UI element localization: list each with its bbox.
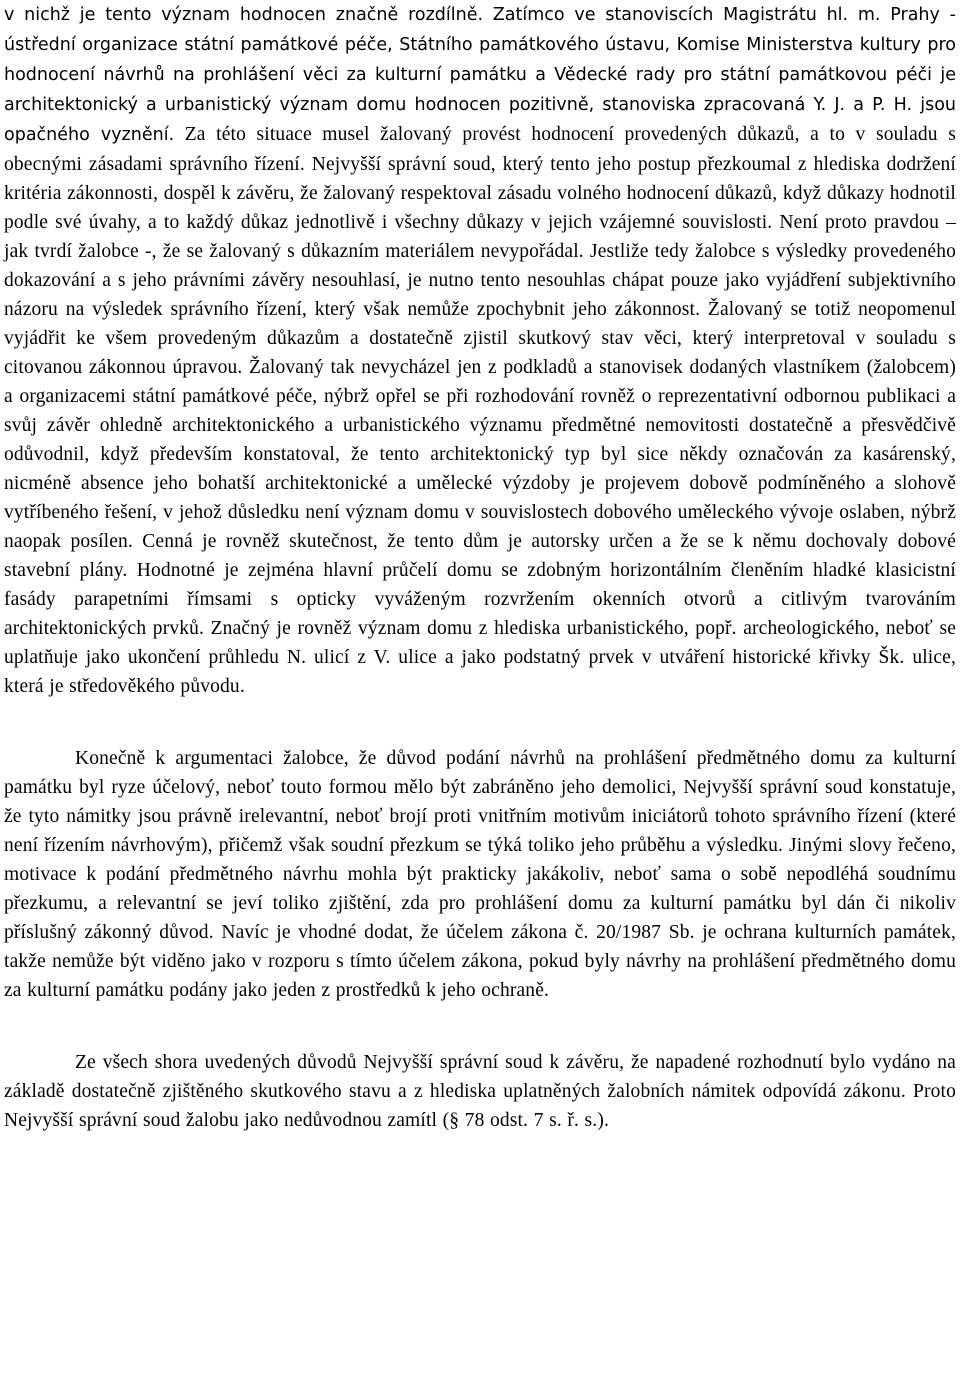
paragraph-conclusion [4,1048,956,1135]
paragraph-segment: Nejvyšší správní soud, který tento jeho postup přezkoumal z hlediska dodržení kritéria zákonnosti, dospěl k závěru, že žalovaný respektoval zásadu volného hodnocení důkazů, když důkazy hodnotil podle své úvahy, a to každý důkaz jednotlivě i všechny důkazy v jejich vzájemné souvislosti. Není proto pravdou – jak tvrdí žalobce -, že se žalovaný s důkazním materiálem nevypořádal. Jestliže tedy žalobce s výsledky provedeného dokazování a s jeho právními závěry nesouhlasí, je nutno tento nesouhlas chápat pouze jako vyjádření subjektivního názoru na výsledek správního řízení, který však nemůže zpochybnit jeho zákonnost. Žalovaný se totiž neopomenul vyjádřit ke všem provedeným důkazům a dostatečně zjistil skutkový stav věci, který interpretoval v souladu s citovanou zákonnou úpravou. Žalovaný tak nevycházel jen z podkladů a stanovisek dodaných vlastníkem (žalobcem) a organizacemi státní památkové péče, nýbrž opřel se při rozhodování rovněž o reprezentativní odbornou publikaci a svůj závěr ohledně architektonického a urbanistického významu předmětné nemovitosti dostatečně a přesvědčivě odůvodnil, když především konstatoval, že tento architektonický typ byl sice někdy označován za kasárenský, nicméně absence jeho bohatší architektonické a umělecké výzdoby je projevem dobově podmíněného a slohově vytříbeného řešení, v jehož důsledku není význam domu v souvislostech dobového uměleckého vývoje oslaben, nýbrž naopak posílen. Cenná je rovněž skutečnost, že tento dům je autorsky určen a že se k němu dochovaly dobové stavební plány. Hodnotné je zejména hlavní průčelí domu se zdobným horizontálním členěním hladké klasicistní fasády parapetními římsami s opticky vyváženým rozvržením okenních otvorů a citlivým tvarováním architektonických prvků. Značný je rovněž význam domu z hlediska urbanistického, popř. archeologického, neboť se uplatňuje jako ukončení průhledu N. ulicí z V. ulice a jako podstatný prvek v utváření historické křivky Šk. ulice, která je středověkého původu. [4,154,957,697]
document-page [4,0,956,1135]
paragraph-segment: Ze všech shora uvedených důvodů Nejvyšší správní soud k závěru, že napadené rozhodnutí bylo vydáno na základě dostatečně zjištěného skutkového stavu a z hlediska uplatněných žalobních námitek odpovídá zákonu. Proto Nejvyšší správní soud žalobu jako nedůvodnou zamítl (§ 78 odst. 7 s. ř. s.). [4,1052,956,1131]
paragraph-evidence-assessment [4,0,956,701]
paragraph-segment: v nichž je tento význam hodnocen značně rozdílně. Zatímco ve stanoviscích Magistrátu hl. m. Prahy - ústřední organizace státní památkové péče, Státního památkového ústavu, Komise Ministerstva kultury pro hodnocení návrhů na prohlášení věci za kulturní památku a Vědecké rady pro státní památkovou péči je architektonický a urbanistický význam domu hodnocen pozitivně, stanoviska zpracovaná Y. J. a P. H. jsou opačného vyznění. [4,5,956,145]
paragraph-motive-argument [4,744,956,1005]
paragraph-segment: Za této situace musel žalovaný provést hodnocení provedených důkazů, a to v souladu s obecnými zásadami správního řízení. [4,124,956,175]
paragraph-segment: Konečně k argumentaci žalobce, že důvod podání návrhů na prohlášení předmětného domu za kulturní památku byl ryze účelový, neboť touto formou mělo být zabráněno jeho demolici, Nejvyšší správní soud konstatuje, že tyto námitky jsou právně irelevantní, neboť brojí proti vnitřním motivům iniciátorů tohoto správního řízení (které není řízením návrhovým), přičemž však soudní přezkum se týká toliko jeho průběhu a výsledku. Jinými slovy řečeno, motivace k podání předmětného návrhu mohla být prakticky jakákoliv, neboť sama o sobě nepodléhá soudnímu přezkumu, a relevantní se jeví toliko zjištění, zda pro prohlášení domu za kulturní památku byl dán či nikoliv příslušný zákonný důvod. Navíc je vhodné dodat, že účelem zákona č. 20/1987 Sb. je ochrana kulturních památek, takže nemůže být viděno jako v rozporu s tímto účelem zákona, pokud byly návrhy na prohlášení předmětného domu za kulturní památku podány jako jeden z prostředků k jeho ochraně. [4,748,956,1001]
